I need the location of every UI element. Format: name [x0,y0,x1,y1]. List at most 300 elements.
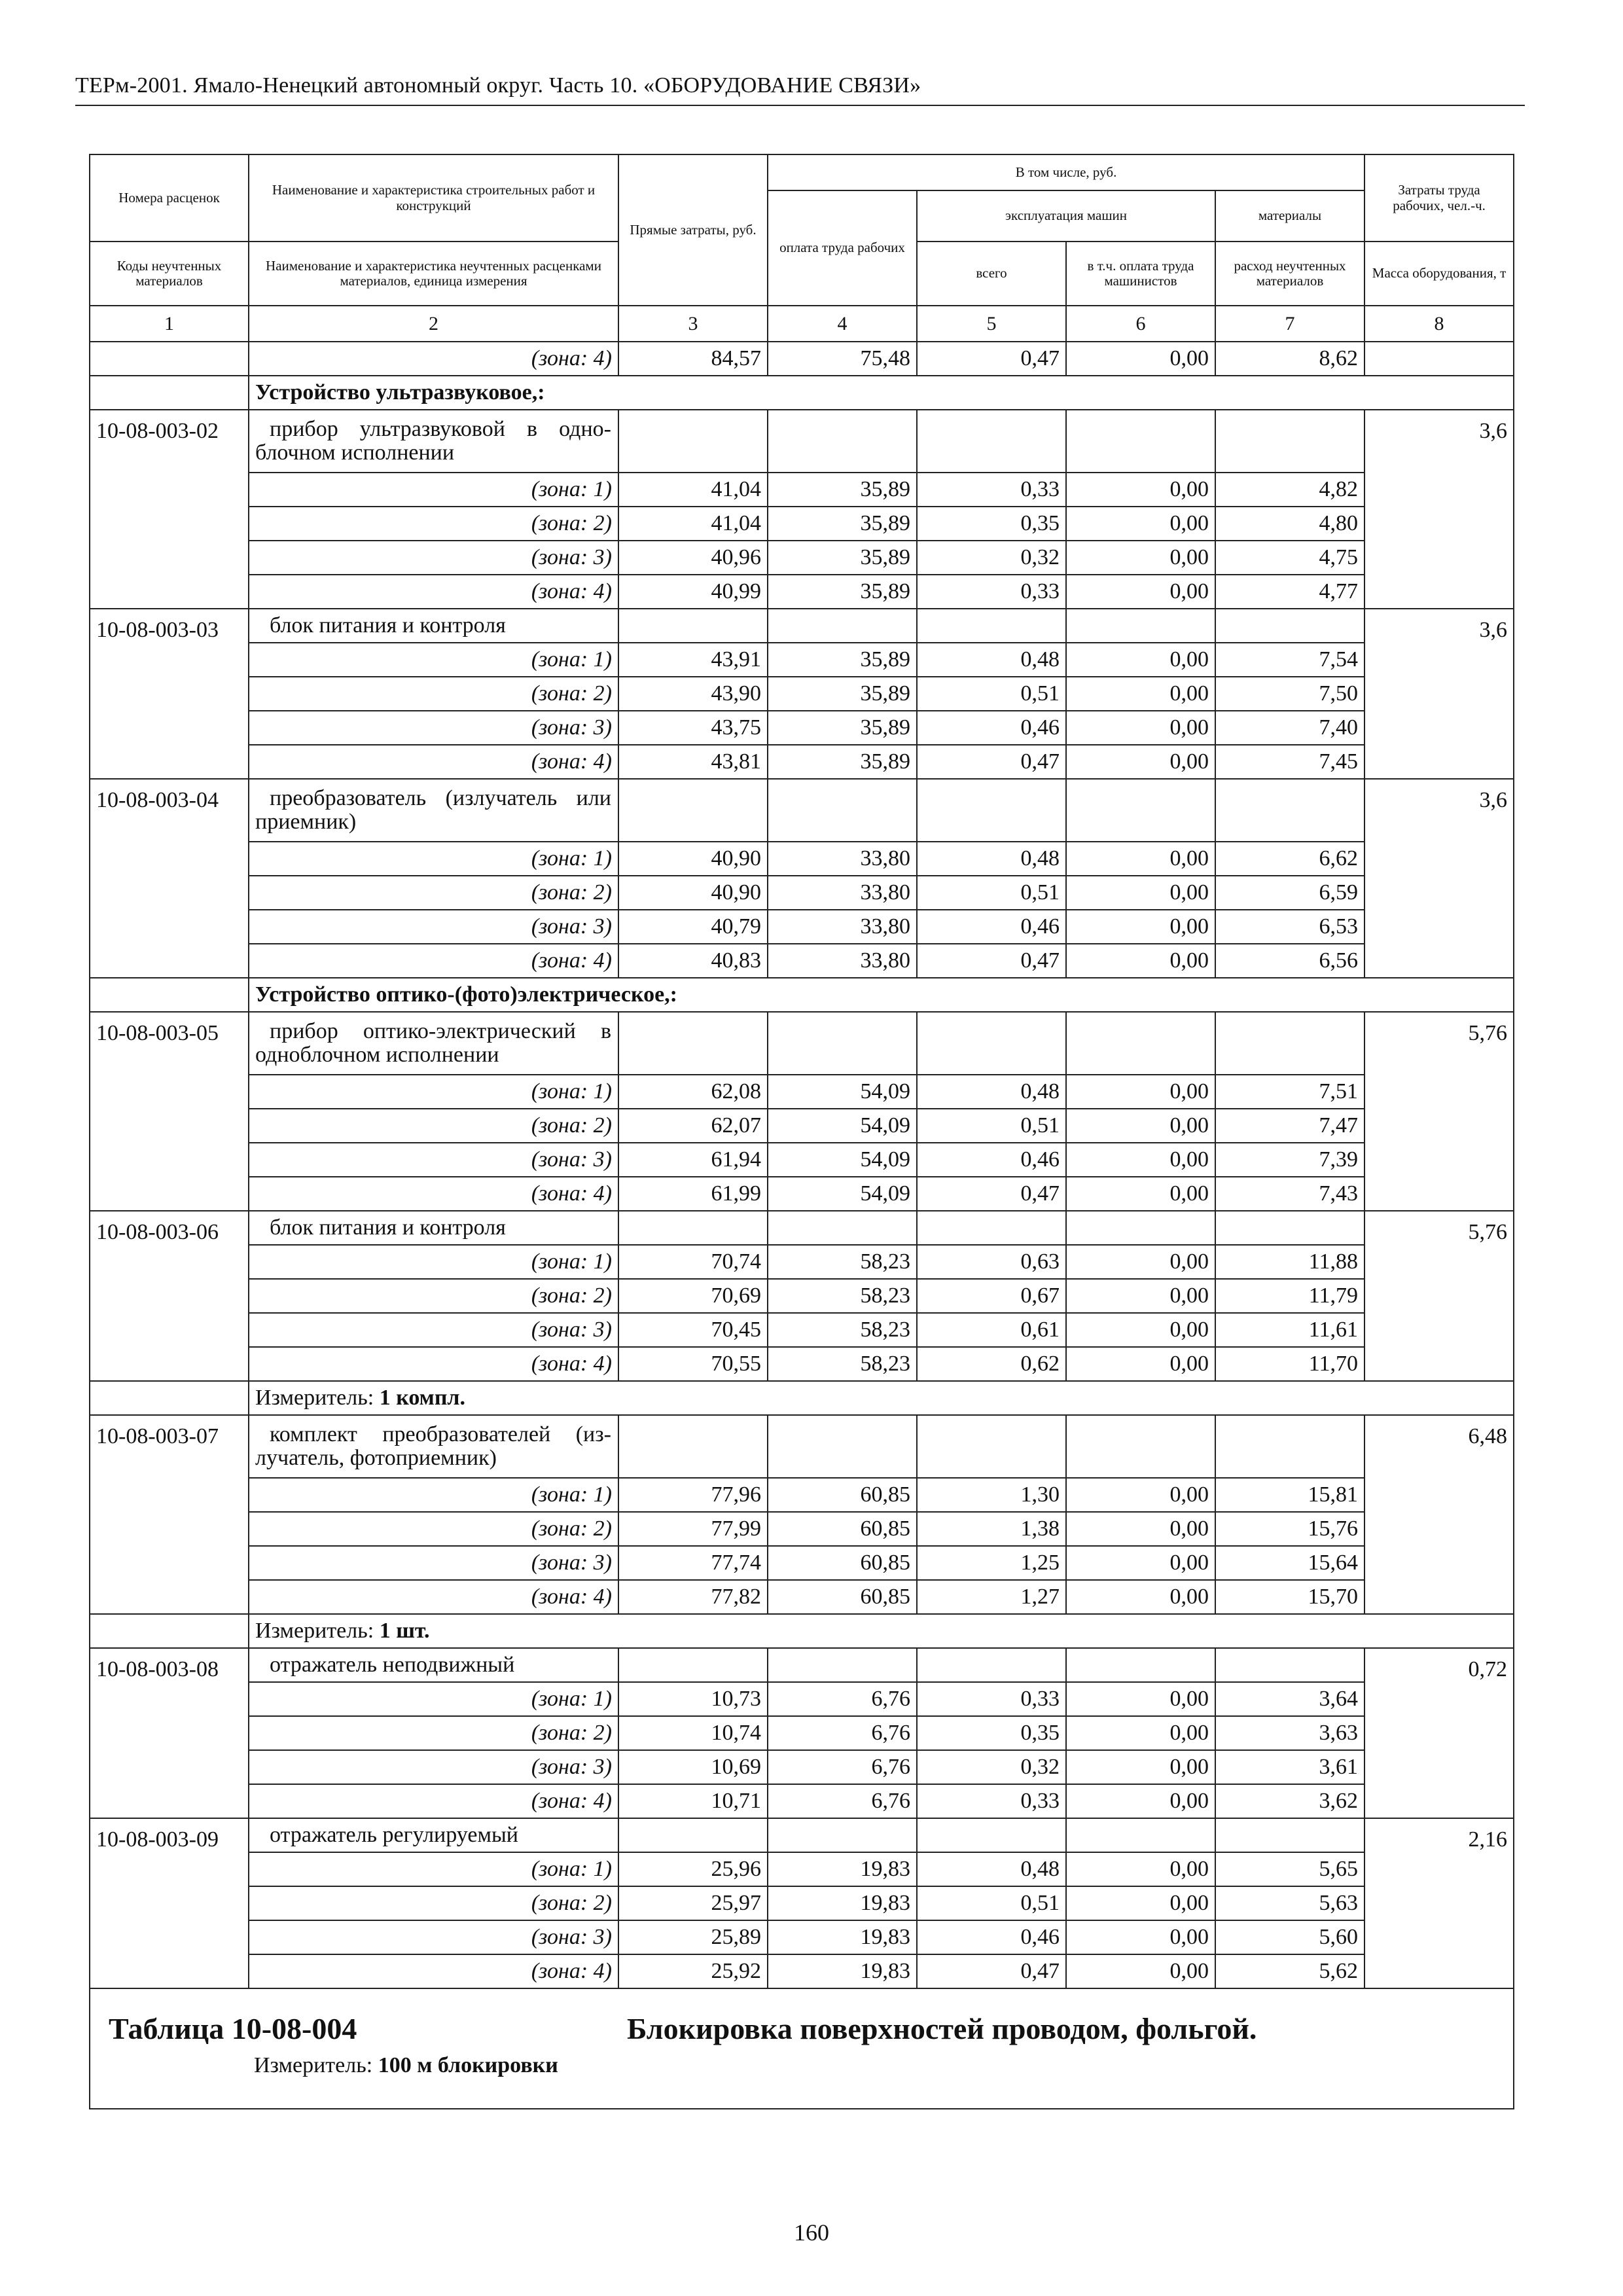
zone-label: (зона: 2) [249,876,618,910]
rate-code: 10-08-003-02 [90,410,249,609]
item-title-row [90,1818,1514,1852]
zone-label: (зона: 4) [249,342,618,376]
worker-pay-value: 54,09 [768,1143,917,1177]
materials-cell [1215,1818,1364,1852]
worker-pay-cell [768,1648,917,1682]
direct-costs-cell [618,410,768,473]
machines-total-value: 1,30 [917,1478,1066,1512]
materials-value: 7,39 [1215,1143,1364,1177]
machines-total-value: 0,51 [917,677,1066,711]
zone-label: (зона: 4) [249,944,618,978]
machines-total-value: 0,51 [917,1109,1066,1143]
header-including: В том числе, руб. [768,154,1364,190]
running-header: ТЕРм-2001. Ямало-Ненецкий автономный округ. Часть 10. «ОБОРУДОВАНИЕ СВЯЗИ» [75,73,921,98]
machines-total-value: 0,51 [917,1886,1066,1920]
direct-costs-value: 61,94 [618,1143,768,1177]
materials-value: 15,64 [1215,1546,1364,1580]
machines-total-value: 0,33 [917,1784,1066,1818]
rate-code: 10-08-003-07 [90,1415,249,1614]
rate-code: 10-08-003-05 [90,1012,249,1211]
worker-pay-value: 19,83 [768,1920,917,1954]
machinist-pay-value: 0,00 [1066,1313,1215,1347]
worker-pay-value: 35,89 [768,643,917,677]
machinist-pay-value: 0,00 [1066,1075,1215,1109]
machines-total-value: 0,47 [917,1954,1066,1988]
direct-costs-value: 25,89 [618,1920,768,1954]
machinist-pay-value: 0,00 [1066,1886,1215,1920]
rate-code: 10-08-003-04 [90,779,249,978]
machines-total-value: 0,47 [917,1177,1066,1211]
zone-row [90,745,1514,779]
machines-total-value: 1,38 [917,1512,1066,1546]
equipment-mass: 6,48 [1364,1415,1514,1614]
worker-pay-cell [768,1211,917,1245]
materials-value: 6,53 [1215,910,1364,944]
zone-label: (зона: 2) [249,1512,618,1546]
materials-value: 11,70 [1215,1347,1364,1381]
direct-costs-cell [618,1818,768,1852]
zone-row [90,1784,1514,1818]
machines-total-value: 0,48 [917,643,1066,677]
machinist-pay-value: 0,00 [1066,1682,1215,1716]
section-row [90,978,1514,1012]
machinist-pay-cell [1066,1211,1215,1245]
machinist-pay-value: 0,00 [1066,473,1215,507]
column-number: 8 [1364,306,1514,342]
materials-value: 4,80 [1215,507,1364,541]
zone-row [90,507,1514,541]
machinist-pay-cell [1066,1818,1215,1852]
machines-total-value: 0,48 [917,842,1066,876]
machinist-pay-value: 0,00 [1066,1852,1215,1886]
zone-row [90,473,1514,507]
code-cell [90,342,249,376]
zone-label: (зона: 2) [249,507,618,541]
worker-pay-value: 6,76 [768,1682,917,1716]
carry-over-row [90,342,1514,376]
machinist-pay-value: 0,00 [1066,643,1215,677]
zone-row [90,1177,1514,1211]
materials-value: 11,79 [1215,1279,1364,1313]
materials-value: 3,62 [1215,1784,1364,1818]
machines-total-value: 0,47 [917,944,1066,978]
direct-costs-value: 10,73 [618,1682,768,1716]
zone-label: (зона: 3) [249,711,618,745]
materials-value: 5,62 [1215,1954,1364,1988]
rate-code: 10-08-003-08 [90,1648,249,1818]
materials-value: 5,60 [1215,1920,1364,1954]
machines-total-cell [917,609,1066,643]
worker-pay-value: 6,76 [768,1784,917,1818]
machines-total-cell [917,779,1066,842]
machines-total-value: 0,32 [917,1750,1066,1784]
measure-value: 100 м блокировки [378,2053,558,2077]
machinist-pay-value: 0,00 [1066,876,1215,910]
materials-value: 15,70 [1215,1580,1364,1614]
zone-row [90,1109,1514,1143]
worker-pay-value: 58,23 [768,1347,917,1381]
rates-table [89,154,1514,2109]
materials-value: 15,76 [1215,1512,1364,1546]
direct-costs-value: 61,99 [618,1177,768,1211]
item-name: отражатель неподвижный [249,1648,618,1682]
worker-pay-value: 6,76 [768,1716,917,1750]
zone-label: (зона: 1) [249,1245,618,1279]
zone-row [90,1347,1514,1381]
worker-pay-value: 35,89 [768,745,917,779]
measure-row [90,1381,1514,1415]
machinist-pay-value: 0,00 [1066,910,1215,944]
direct-costs-value: 40,90 [618,842,768,876]
zone-label: (зона: 1) [249,473,618,507]
direct-costs-value: 84,57 [618,342,768,376]
direct-costs-value: 10,69 [618,1750,768,1784]
machines-total-value: 0,47 [917,342,1066,376]
worker-pay-value: 35,89 [768,507,917,541]
item-name: блок питания и контроля [249,609,618,643]
machinist-pay-value: 0,00 [1066,507,1215,541]
section-spacer [90,376,249,410]
zone-row [90,944,1514,978]
zone-row [90,842,1514,876]
machines-total-cell [917,1648,1066,1682]
zone-row [90,1682,1514,1716]
direct-costs-value: 70,55 [618,1347,768,1381]
machines-total-cell [917,1211,1066,1245]
worker-pay-cell [768,1818,917,1852]
machinist-pay-value: 0,00 [1066,1512,1215,1546]
section-spacer [90,1381,249,1415]
zone-row [90,1512,1514,1546]
rate-code: 10-08-003-03 [90,609,249,779]
zone-label: (зона: 1) [249,1478,618,1512]
table-header [90,154,1514,342]
machinist-pay-cell [1066,779,1215,842]
materials-value: 8,62 [1215,342,1364,376]
zone-label: (зона: 3) [249,541,618,575]
machinist-pay-value: 0,00 [1066,1347,1215,1381]
worker-pay-cell [768,609,917,643]
worker-pay-value: 33,80 [768,910,917,944]
zone-label: (зона: 1) [249,643,618,677]
zone-label: (зона: 2) [249,1886,618,1920]
materials-cell [1215,1211,1364,1245]
column-number: 3 [618,306,768,342]
zone-label: (зона: 3) [249,910,618,944]
direct-costs-value: 41,04 [618,473,768,507]
machines-total-value: 0,35 [917,507,1066,541]
materials-value: 7,40 [1215,711,1364,745]
machinist-pay-value: 0,00 [1066,711,1215,745]
header-material-codes: Коды неучтенных материалов [90,242,249,306]
item-title-row [90,410,1514,473]
worker-pay-value: 35,89 [768,677,917,711]
item-name: блок питания и контроля [249,1211,618,1245]
zone-row [90,1313,1514,1347]
header-materials: материалы [1215,190,1364,242]
direct-costs-value: 25,97 [618,1886,768,1920]
measure-cell [249,1614,1514,1648]
item-title-row [90,609,1514,643]
direct-costs-value: 77,74 [618,1546,768,1580]
materials-value: 6,56 [1215,944,1364,978]
zone-label: (зона: 4) [249,1784,618,1818]
materials-value: 4,75 [1215,541,1364,575]
direct-costs-value: 43,90 [618,677,768,711]
worker-pay-value: 35,89 [768,711,917,745]
machinist-pay-value: 0,00 [1066,1279,1215,1313]
machinist-pay-value: 0,00 [1066,1478,1215,1512]
worker-pay-cell [768,410,917,473]
materials-cell [1215,779,1364,842]
machinist-pay-value: 0,00 [1066,1920,1215,1954]
worker-pay-value: 6,76 [768,1750,917,1784]
direct-costs-value: 10,71 [618,1784,768,1818]
measure-label: Измеритель: [254,2053,378,2077]
equipment-mass: 0,72 [1364,1648,1514,1818]
direct-costs-value: 40,96 [618,541,768,575]
machines-total-value: 0,48 [917,1075,1066,1109]
zone-label: (зона: 1) [249,1682,618,1716]
machines-total-value: 0,46 [917,1920,1066,1954]
section-title: Устройство оптико-(фото)электрическое,: [249,978,1514,1012]
zone-row [90,677,1514,711]
direct-costs-cell [618,1012,768,1075]
machines-total-cell [917,410,1066,473]
equipment-mass: 5,76 [1364,1012,1514,1211]
direct-costs-value: 43,91 [618,643,768,677]
measure-label: Измеритель: [255,1386,380,1410]
header-machines: эксплуатация машин [917,190,1215,242]
equipment-mass: 3,6 [1364,410,1514,609]
machinist-pay-value: 0,00 [1066,1954,1215,1988]
header-machines-total: всего [917,242,1066,306]
zone-label: (зона: 4) [249,1580,618,1614]
worker-pay-value: 60,85 [768,1512,917,1546]
machinist-pay-value: 0,00 [1066,1716,1215,1750]
direct-costs-value: 77,99 [618,1512,768,1546]
direct-costs-cell [618,609,768,643]
column-number: 6 [1066,306,1215,342]
materials-value: 7,54 [1215,643,1364,677]
machines-total-value: 0,67 [917,1279,1066,1313]
item-name: прибор ультразвуковой в одно-блочном исполнении [249,410,618,473]
worker-pay-value: 33,80 [768,944,917,978]
machinist-pay-value: 0,00 [1066,745,1215,779]
header-material-consumption: расход неучтенных материалов [1215,242,1364,306]
item-title-row [90,1415,1514,1478]
machinist-pay-value: 0,00 [1066,1143,1215,1177]
worker-pay-value: 19,83 [768,1852,917,1886]
machines-total-value: 0,35 [917,1716,1066,1750]
direct-costs-cell [618,779,768,842]
column-number: 1 [90,306,249,342]
machinist-pay-value: 0,00 [1066,1546,1215,1580]
direct-costs-value: 40,99 [618,575,768,609]
machinist-pay-value: 0,00 [1066,342,1215,376]
zone-row [90,1143,1514,1177]
materials-value: 6,59 [1215,876,1364,910]
machines-total-value: 1,27 [917,1580,1066,1614]
materials-value: 15,81 [1215,1478,1364,1512]
next-table-header [90,1988,1514,2109]
worker-pay-value: 35,89 [768,541,917,575]
zone-label: (зона: 1) [249,842,618,876]
worker-pay-cell [768,1012,917,1075]
worker-pay-value: 35,89 [768,575,917,609]
machines-total-value: 0,48 [917,1852,1066,1886]
zone-label: (зона: 4) [249,745,618,779]
materials-value: 5,63 [1215,1886,1364,1920]
materials-value: 11,61 [1215,1313,1364,1347]
measure-cell [249,1381,1514,1415]
worker-pay-value: 54,09 [768,1109,917,1143]
item-name: отражатель регулируемый [249,1818,618,1852]
zone-label: (зона: 2) [249,1716,618,1750]
materials-cell [1215,1012,1364,1075]
zone-label: (зона: 3) [249,1546,618,1580]
rate-code: 10-08-003-06 [90,1211,249,1381]
measure-value: 1 компл. [379,1386,466,1410]
zone-label: (зона: 1) [249,1075,618,1109]
machinist-pay-value: 0,00 [1066,842,1215,876]
materials-value: 5,65 [1215,1852,1364,1886]
header-equipment-mass: Масса оборудования, т [1364,242,1514,306]
next-table-title: Блокировка поверхностей проводом, фольгой. [627,2012,1257,2045]
machinist-pay-value: 0,00 [1066,1750,1215,1784]
machines-total-value: 0,46 [917,910,1066,944]
machinist-pay-value: 0,00 [1066,1580,1215,1614]
worker-pay-value: 75,48 [768,342,917,376]
zone-label: (зона: 3) [249,1750,618,1784]
machines-total-value: 0,63 [917,1245,1066,1279]
materials-value: 7,51 [1215,1075,1364,1109]
worker-pay-value: 19,83 [768,1954,917,1988]
direct-costs-value: 40,90 [618,876,768,910]
materials-cell [1215,609,1364,643]
section-row [90,376,1514,410]
direct-costs-value: 62,08 [618,1075,768,1109]
materials-value: 11,88 [1215,1245,1364,1279]
mass-cell [1364,342,1514,376]
materials-value: 7,47 [1215,1109,1364,1143]
direct-costs-value: 25,92 [618,1954,768,1988]
machines-total-value: 0,46 [917,711,1066,745]
section-spacer [90,978,249,1012]
rate-code: 10-08-003-09 [90,1818,249,1988]
machinist-pay-value: 0,00 [1066,1245,1215,1279]
materials-cell [1215,1415,1364,1478]
zone-row [90,575,1514,609]
materials-value: 3,64 [1215,1682,1364,1716]
zone-row [90,1075,1514,1109]
column-number: 4 [768,306,917,342]
materials-value: 3,61 [1215,1750,1364,1784]
machinist-pay-cell [1066,1012,1215,1075]
direct-costs-cell [618,1648,768,1682]
zone-row [90,1580,1514,1614]
measure-row [90,1614,1514,1648]
materials-cell [1215,1648,1364,1682]
direct-costs-value: 41,04 [618,507,768,541]
worker-pay-value: 58,23 [768,1279,917,1313]
machines-total-value: 0,47 [917,745,1066,779]
materials-value: 7,43 [1215,1177,1364,1211]
header-work-name: Наименование и характеристика строительных работ и конструкций [249,154,618,242]
equipment-mass: 3,6 [1364,779,1514,978]
zone-row [90,1245,1514,1279]
zone-row [90,1920,1514,1954]
equipment-mass: 2,16 [1364,1818,1514,1988]
machinist-pay-cell [1066,1415,1215,1478]
direct-costs-value: 70,74 [618,1245,768,1279]
zone-label: (зона: 3) [249,1313,618,1347]
zone-row [90,910,1514,944]
machinist-pay-cell [1066,410,1215,473]
zone-label: (зона: 4) [249,1347,618,1381]
section-spacer [90,1614,249,1648]
machinist-pay-value: 0,00 [1066,1177,1215,1211]
header-labor-costs: Затраты труда рабочих, чел.-ч. [1364,154,1514,242]
column-numbers-row [90,306,1514,342]
worker-pay-cell [768,779,917,842]
machinist-pay-value: 0,00 [1066,944,1215,978]
item-title-row [90,1648,1514,1682]
header-machinist-pay: в т.ч. оплата труда машинистов [1066,242,1215,306]
direct-costs-cell [618,1211,768,1245]
machines-total-value: 0,51 [917,876,1066,910]
direct-costs-value: 62,07 [618,1109,768,1143]
materials-value: 7,45 [1215,745,1364,779]
equipment-mass: 3,6 [1364,609,1514,779]
zone-label: (зона: 2) [249,1279,618,1313]
machinist-pay-value: 0,00 [1066,677,1215,711]
machines-total-cell [917,1818,1066,1852]
worker-pay-value: 58,23 [768,1313,917,1347]
zone-row [90,876,1514,910]
direct-costs-value: 70,45 [618,1313,768,1347]
machines-total-cell [917,1415,1066,1478]
worker-pay-value: 54,09 [768,1075,917,1109]
zone-row [90,1886,1514,1920]
worker-pay-value: 33,80 [768,876,917,910]
machinist-pay-cell [1066,609,1215,643]
direct-costs-value: 25,96 [618,1852,768,1886]
zone-row [90,1716,1514,1750]
materials-cell [1215,410,1364,473]
worker-pay-value: 19,83 [768,1886,917,1920]
materials-value: 4,77 [1215,575,1364,609]
direct-costs-value: 40,83 [618,944,768,978]
machines-total-value: 0,32 [917,541,1066,575]
measure-value: 1 шт. [379,1619,430,1643]
section-title: Устройство ультразвуковое,: [249,376,1514,410]
column-number: 5 [917,306,1066,342]
machinist-pay-value: 0,00 [1066,1784,1215,1818]
machines-total-value: 0,33 [917,575,1066,609]
item-title-row [90,779,1514,842]
equipment-mass: 5,76 [1364,1211,1514,1381]
machines-total-value: 0,62 [917,1347,1066,1381]
direct-costs-value: 77,82 [618,1580,768,1614]
zone-label: (зона: 2) [249,677,618,711]
zone-label: (зона: 1) [249,1852,618,1886]
column-number: 7 [1215,306,1364,342]
zone-label: (зона: 3) [249,1920,618,1954]
measure-label: Измеритель: [255,1619,380,1643]
zone-row [90,1279,1514,1313]
header-rule [75,105,1525,106]
